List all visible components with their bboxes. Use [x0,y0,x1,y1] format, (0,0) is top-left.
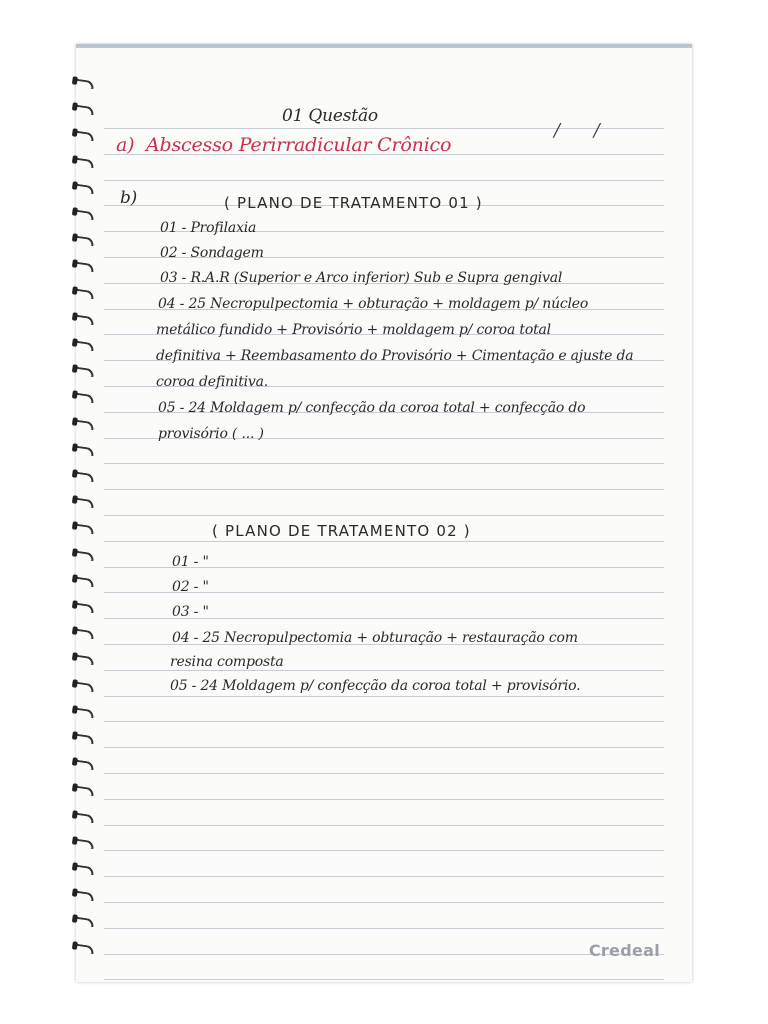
spiral-binding [76,80,106,980]
spiral-ring [76,734,95,744]
spiral-ring [76,498,95,508]
spiral-ring [76,236,95,246]
plan2-title: ( PLANO DE TRATAMENTO 02 ) [212,522,471,540]
plan1-line-3: 03 - R.A.R (Superior e Arco inferior) Sub e Supra gengival [160,270,563,286]
spiral-ring [76,577,95,587]
ruled-line [104,180,664,181]
spiral-ring [76,341,95,351]
page-top-band [76,44,692,48]
plan1-line-5: metálico fundido + Provisório + moldagem p/ coroa total [156,322,551,338]
plan1-title: ( PLANO DE TRATAMENTO 01 ) [224,194,483,212]
spiral-ring [76,157,95,167]
plan1-line-6: definitiva + Reembasamento do Provisório + Cimentação e ajuste da [156,348,634,364]
plan2-line-6: 05 - 24 Moldagem p/ confecção da coroa total + provisório. [170,678,581,694]
ruled-line [104,928,664,929]
spiral-ring [76,105,95,115]
plan2-line-5: resina composta [170,654,284,670]
spiral-ring [76,446,95,456]
spiral-ring [76,550,95,560]
plan1-line-9: provisório ( ... ) [158,426,264,442]
ruled-line [104,876,664,877]
notebook-brand-logo: Credeal [588,941,660,960]
spiral-ring [76,393,95,403]
ruled-line [104,463,664,464]
plan1-line-7: coroa definitiva. [156,374,268,390]
spiral-ring [76,184,95,194]
spiral-ring [76,839,95,849]
answer-a-label: a) [116,134,135,156]
ruled-line [104,515,664,516]
ruled-line [104,696,664,697]
plan2-line-4: 04 - 25 Necropulpectomia + obturação + restauração com [172,630,578,646]
ruled-line [104,850,664,851]
spiral-ring [76,865,95,875]
question-heading: 01 Questão [282,106,378,126]
spiral-ring [76,315,95,325]
spiral-ring [76,79,95,89]
answer-b-label: b) [120,188,138,208]
spiral-ring [76,681,95,691]
spiral-ring [76,288,95,298]
spiral-ring [76,891,95,901]
answer-a-text: Abscesso Perirradicular Crônico [146,134,452,156]
plan2-line-2: 02 - " [172,579,209,595]
ruled-line [104,541,664,542]
ruled-line [104,747,664,748]
spiral-ring [76,786,95,796]
spiral-ring [76,131,95,141]
ruled-line [104,489,664,490]
spiral-ring [76,472,95,482]
spiral-ring [76,655,95,665]
spiral-ring [76,419,95,429]
spiral-ring [76,524,95,534]
spiral-ring [76,262,95,272]
ruled-line [104,902,664,903]
spiral-ring [76,603,95,613]
spiral-ring [76,917,95,927]
ruled-line [104,721,664,722]
plan1-line-8: 05 - 24 Moldagem p/ confecção da coroa total + confecção do [158,400,586,416]
plan2-line-1: 01 - " [172,554,209,570]
ruled-line [104,954,664,955]
spiral-ring [76,210,95,220]
spiral-ring [76,367,95,377]
plan2-line-3: 03 - " [172,604,209,620]
spiral-ring [76,708,95,718]
spiral-ring [76,812,95,822]
notebook-page [76,44,692,982]
spiral-ring [76,629,95,639]
spiral-ring [76,943,95,953]
check-marks: / / [554,120,614,141]
plan1-line-1: 01 - Profilaxia [160,220,257,236]
plan1-line-4: 04 - 25 Necropulpectomia + obturação + moldagem p/ núcleo [158,296,589,312]
ruled-line [104,825,664,826]
spiral-ring [76,760,95,770]
ruled-line [104,979,664,980]
ruled-line [104,799,664,800]
plan1-line-2: 02 - Sondagem [160,245,264,261]
ruled-line [104,773,664,774]
